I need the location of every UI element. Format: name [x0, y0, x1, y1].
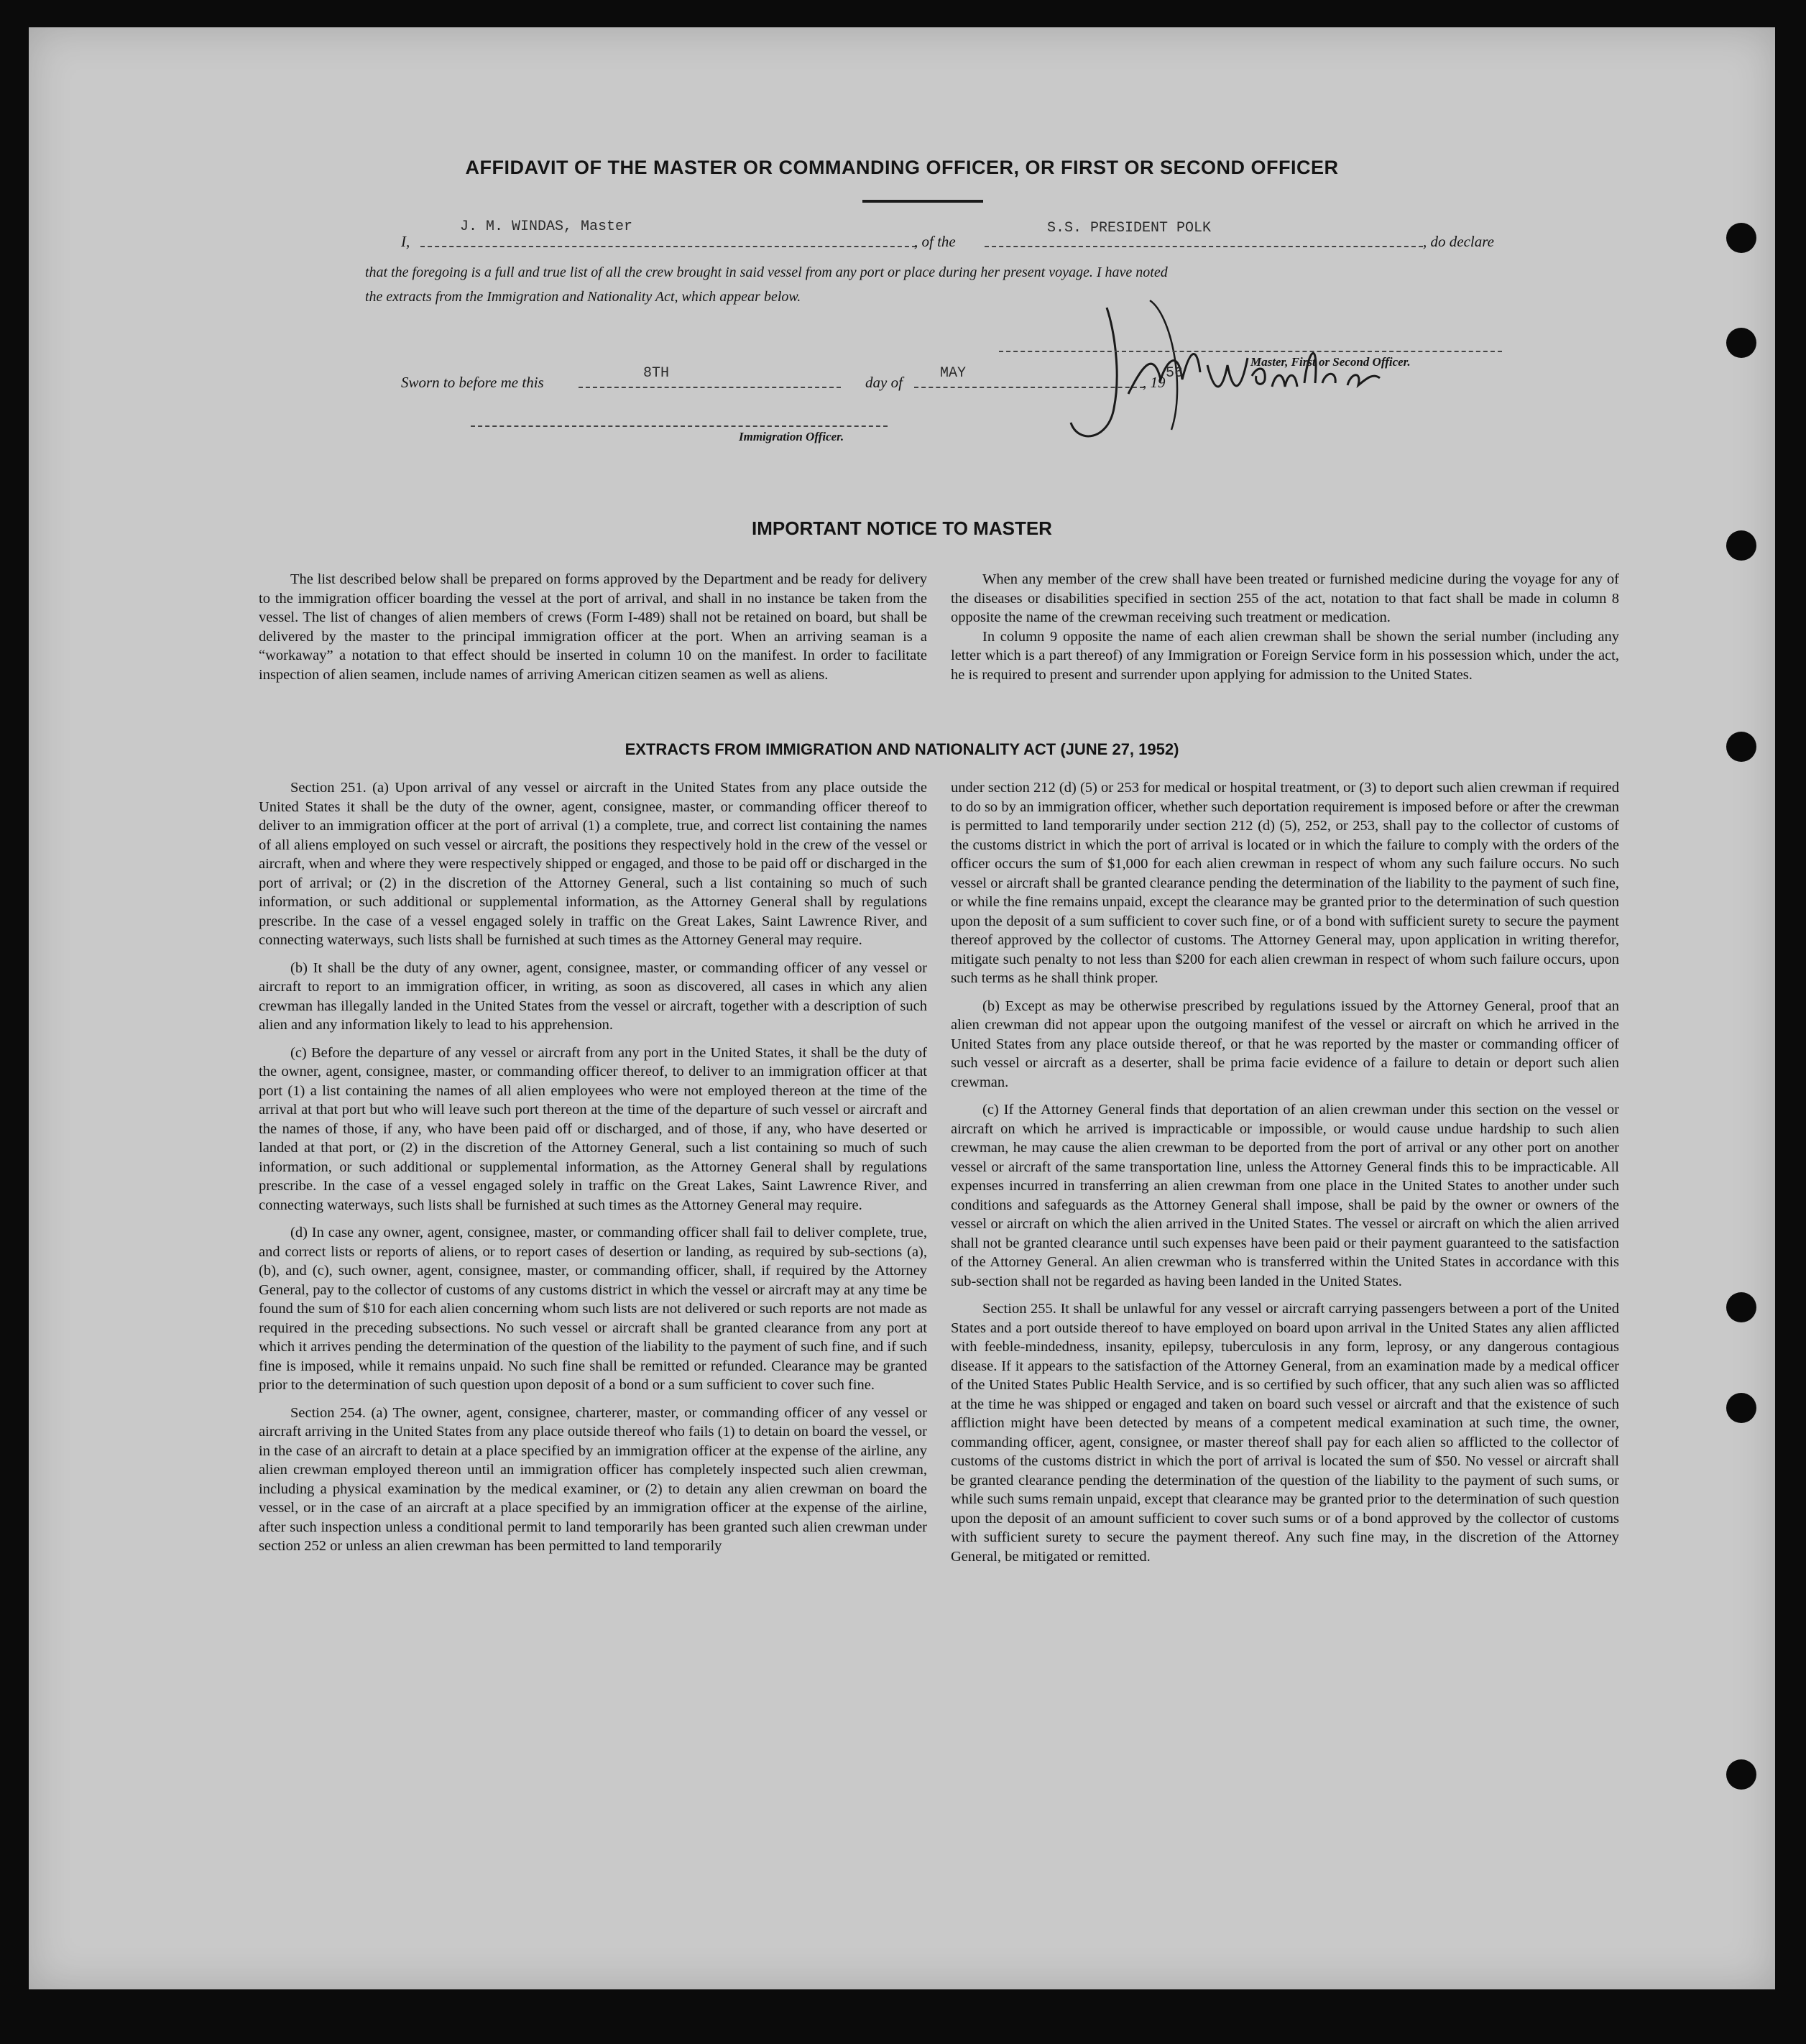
vessel-name: S.S. PRESIDENT POLK — [1047, 220, 1212, 236]
extracts-left-column — [259, 778, 927, 1565]
notice-left-column — [259, 570, 927, 693]
do-declare-label: , do declare — [1423, 233, 1494, 250]
notice-title: IMPORTANT NOTICE TO MASTER — [752, 517, 1052, 539]
declarant-line — [420, 246, 916, 247]
act-paragraph: Section 254. (a) The owner, agent, consignee, charterer, master, or commanding officer of any vessel or aircraft arriving in the United States from any place outside thereof who fails (1) to detain on board the vessel, or in the case of an aircraft to detain at a place specified by an immigration officer at the expense of the airline, any alien crewman employed thereon until an immigration officer has completely inspected such alien crewman, including a physical examination by the medical examiner, or (2) to detain any alien crewman on board the vessel, or in the case of an aircraft at a place specified by an immigration officer at the expense of the airline, after such inspection unless a conditional permit to land temporarily has been granted such alien crewman under section 252 or unless an alien crewman has been permitted to land temporarily — [259, 1404, 927, 1554]
affidavit-statement-line-2: the extracts from the Immigration and Nationality Act, which appear below. — [365, 289, 801, 305]
sworn-day: 8TH — [643, 365, 670, 382]
punch-hole — [1726, 328, 1756, 358]
of-the-label: , of the — [914, 233, 956, 250]
document-page — [29, 27, 1775, 1989]
extracts-right-column — [951, 778, 1619, 1575]
sworn-month-line — [914, 387, 1144, 388]
affidavit-title: AFFIDAVIT OF THE MASTER OR COMMANDING OFFICER, OR FIRST OR SECOND OFFICER — [465, 157, 1339, 178]
sworn-label: Sworn to before me this — [401, 374, 544, 391]
punch-hole — [1726, 1393, 1756, 1423]
act-paragraph: (d) In case any owner, agent, consignee, master, or commanding officer shall fail to deliver complete, true, and correct lists or reports of aliens, or to report cases of desertion or landing, as required by sub-sections (a), (b), and (c), such owner, agent, consignee, master, or commanding officer, shall, if required by the Attorney General, pay to the collector of customs of any customs district in which the vessel or aircraft may at any time be found the sum of $10 for each alien concerning whom such lists are not delivered or such reports are not made as required in the preceding subsections. No such vessel or aircraft shall be granted clearance from any port at which it arrives pending the determination of the question of the liability to the payment of such fine, and if such fine is imposed, while it remains unpaid. No such fine shall be remitted or refunded. Clearance may be granted prior to the determination of such question upon deposit of a bond or a sum sufficient to cover such fine. — [259, 1225, 927, 1393]
punch-hole — [1726, 223, 1756, 253]
year-prefix: , 19 — [1143, 374, 1166, 391]
notice-paragraph: When any member of the crew shall have been treated or furnished medicine during the voyage for any of the diseases or disabilities specified in section 255 of the act, notation to that fact shall be made in column 8 opposite the name of the crewman receiving such treatment or medication. — [951, 571, 1619, 625]
act-paragraph: Section 251. (a) Upon arrival of any vessel or aircraft in the United States from any place outside the United States it shall be the duty of the owner, agent, consignee, master, or commanding officer thereof to deliver to an immigration officer at the port of arrival (1) a complete, true, and correct list containing the names of all aliens employed on such vessel or aircraft, the positions they respectively hold in the crew of the vessel or aircraft, when and where they were respectively shipped or engaged, and those to be paid off or discharged in the port of arrival; or (2) in the discretion of the Attorney General, such a list containing so much of such information, or such additional or supplemental information, as the Attorney General shall by regulations prescribe. In the case of a vessel engaged solely in traffic on the Great Lakes, Saint Lawrence River, and connecting waterways, such lists shall be furnished at such times as the Attorney General may require. — [259, 780, 927, 948]
act-paragraph: (c) Before the departure of any vessel or aircraft from any port in the United States, it shall be the duty of the owner, agent, consignee, master, or commanding officer thereof, to deliver to an immigration officer at that port (1) a list containing the names of all alien employees who were not employed thereon at the time of the arrival at that port but who will leave such port thereon at the time of the departure of such vessel or aircraft and the names of those, if any, who have been paid off or discharged, and of those, if any, who have deserted or landed at that port, or (2) in the discretion of the Attorney General, such a list containing so much of such information, or such additional or supplemental information, as the Attorney General shall by regulations prescribe. In the case of a vessel engaged solely in traffic on the Great Lakes, Saint Lawrence River, and connecting waterways, such lists shall be furnished at such times as the Attorney General may require. — [259, 1044, 927, 1213]
day-of-label: day of — [865, 374, 903, 391]
officer-caption: Immigration Officer. — [739, 430, 844, 443]
signature-line — [999, 351, 1502, 352]
sworn-month: MAY — [940, 365, 967, 382]
notice-paragraph: In column 9 opposite the name of each alien crewman shall be shown the serial number (including any letter which is a part thereof) of any Immigration or Foreign Service form in his possession which, under the act, he is required to present and surrender upon applying for admission to the United States. — [951, 628, 1619, 683]
officer-signature-line — [471, 425, 888, 427]
notice-paragraph: The list described below shall be prepared on forms approved by the Department and be ready for delivery to the immigration officer boarding the vessel at the port of arrival, and shall in no instance be taken from the vessel. The list of changes of alien members of crews (Form I-489) shall not be retained on board, but shall be delivered by the master to the principal immigration officer at the port. When an arriving seaman is a “workaway” a notation to that effect should be inserted in column 10 on the manifest. In order to facilitate inspection of alien seamen, include names of arriving American citizen seamen as well as aliens. — [259, 571, 927, 683]
title-rule — [862, 200, 983, 203]
act-paragraph: (b) It shall be the duty of any owner, agent, consignee, master, or commanding officer of any vessel or aircraft to report to an immigration officer, in writing, as soon as discovered, all cases in which any alien crewman has illegally landed in the United States from the vessel or aircraft, together with a description of such alien and any information likely to lead to his apprehension. — [259, 959, 927, 1033]
punch-hole — [1726, 1292, 1756, 1322]
sworn-year: 56 — [1166, 365, 1184, 382]
notice-right-column — [951, 570, 1619, 693]
extracts-title: EXTRACTS FROM IMMIGRATION AND NATIONALITY ACT (JUNE 27, 1952) — [625, 740, 1179, 758]
act-paragraph: (b) Except as may be otherwise prescribed by regulations issued by the Attorney General, proof that an alien crewman did not appear upon the outgoing manifest of the vessel or aircraft on which he arrived in the United States from any place outside thereof, or that he was reported by the master or commanding officer of such vessel or aircraft as a deserter, shall be prima facie evidence of a failure to detain or deport such alien crewman. — [951, 998, 1619, 1090]
affidavit-statement-line-1: that the foregoing is a full and true list of all the crew brought in said vessel from any port or place during her present voyage. I have noted — [365, 264, 1168, 280]
act-paragraph: Section 255. It shall be unlawful for any vessel or aircraft carrying passengers between a port of the United States and a port outside thereof to have employed on board upon arrival in the United States any alien afflicted with feeble-mindedness, insanity, epilepsy, tuberculosis in any form, leprosy, or any dangerous contagious disease. If it appears to the satisfaction of the Attorney General, from an examination made by a medical officer of the United States Public Health Service, and is so certified by such officer, that any such alien was so afflicted at the time he was shipped or engaged and taken on board such vessel or aircraft and that the existence of such affliction might have been detected by means of a competent medical examination at such time, the owner, commanding officer, agent, consignee, or master thereof shall pay for each alien so afflicted to the collector of customs of the customs district in which the port of arrival is located the sum of $50. No vessel or aircraft shall be granted clearance pending the determination of the question of the liability to the payment of such sums, or while such sums remain unpaid, except that clearance may be granted prior to the determination of such question upon the deposit of an amount sufficient to cover such sums or of a bond approved by the collector of customs with sufficient surety to secure the payment thereof. Any such fine may, in the discretion of the Attorney General, be mitigated or remitted. — [951, 1301, 1619, 1565]
sworn-day-line — [579, 387, 841, 388]
act-paragraph: (c) If the Attorney General finds that deportation of an alien crewman under this section on the vessel or aircraft on which he arrived is impracticable or impossible, or would cause undue hardship to such alien crewman, he may cause the alien crewman to be deported from the port of arrival or any other port on another vessel or aircraft of the same transportation line, unless the Attorney General finds this to be impracticable. All expenses incurred in transferring an alien crewman from one place in the United States to another under such conditions and safeguards as the Attorney General shall impose, shall be paid by the owner or owners of the vessel or aircraft on which the alien arrived in the United States. The vessel or aircraft on which the alien arrived shall not be granted clearance until such expenses have been paid or their payment guaranteed to the satisfaction of the Attorney General. An alien crewman who is transferred within the United States in accordance with this sub-section shall not be regarded as having been landed in the United States. — [951, 1102, 1619, 1289]
punch-hole — [1726, 1759, 1756, 1790]
signature-caption: Master, First or Second Officer. — [1250, 355, 1411, 369]
act-paragraph: under section 212 (d) (5) or 253 for medical or hospital treatment, or (3) to deport such alien crewman if required to do so by an immigration officer, whether such deportation requirement is imposed before or after the crewman is permitted to land temporarily under section 212 (d) (5), 252, or 253, shall pay to the collector of customs of the customs district in which the port of arrival is located or in which the failure to comply with the orders of the officer occurs the sum of $1,000 for each alien crewman in respect of whom any such failure occurs. No such vessel or aircraft shall be granted clearance pending the determination of the liability to the payment of such fine, or while the fine remains unpaid, except the clearance may be granted prior to the determination of such question upon the deposit of a sum sufficient to cover such fine, or of a bond with sufficient surety to secure the payment thereof approved by the collector of customs. The Attorney General may, upon application in writing therefor, mitigate such penalty to not less than $200 for each alien crewman in respect of whom such failure occurs, upon such terms as he shall think proper. — [951, 780, 1619, 986]
i-label: I, — [401, 233, 410, 250]
declarant-name: J. M. WINDAS, Master — [460, 218, 633, 235]
vessel-line — [985, 246, 1423, 247]
